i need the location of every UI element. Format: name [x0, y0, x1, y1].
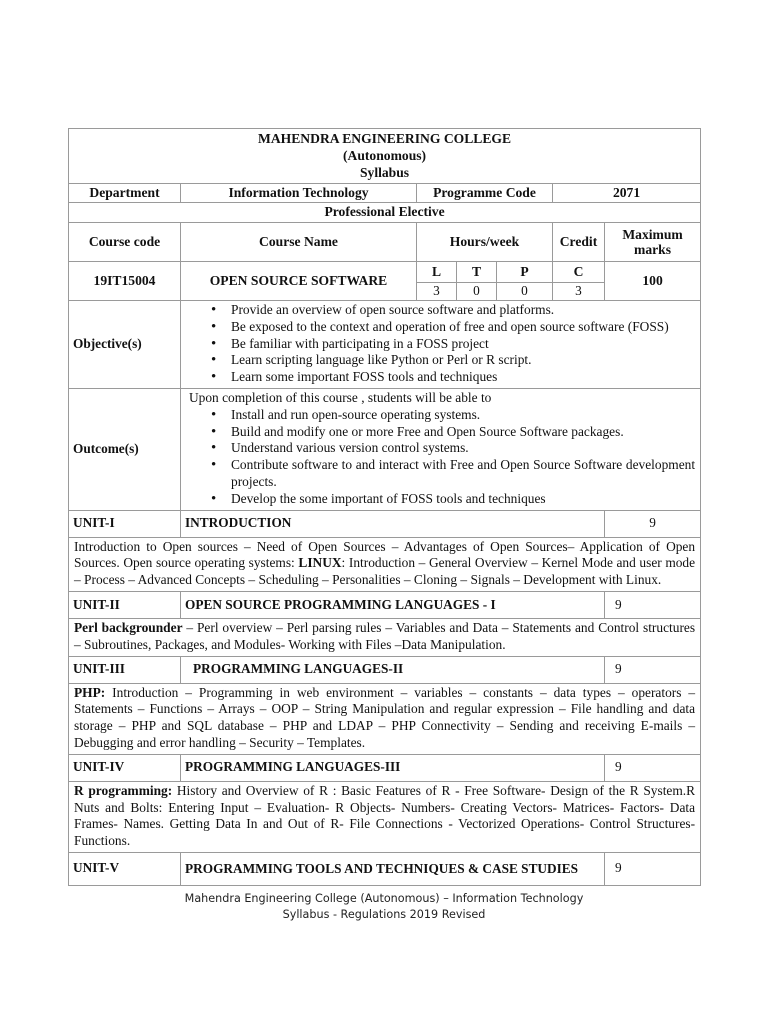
max-marks-value: 100	[605, 261, 701, 300]
footer-line-1: Mahendra Engineering College (Autonomous) – Information Technology	[184, 892, 584, 905]
unit-4-hours: 9	[605, 754, 701, 781]
outcomes-list	[189, 407, 695, 508]
department-label: Department	[69, 183, 181, 203]
unit-3-id: UNIT-III	[69, 656, 181, 683]
unit-1-text-bold: LINUX	[298, 555, 342, 571]
unit-3-content	[69, 683, 701, 754]
unit-4-text: History and Overview of R : Basic Features of R - Free Software- Design of the R System.R Nuts and Bolts: Entering Input – Evaluation- R Objects- Numbers- Creating Vectors- Matrices- Factors- Data Frames- Names. Getting Data In and Out of R- File Connections - Vectorized Operations- Control Structures- Functions.	[74, 782, 696, 849]
unit-2-lead: Perl backgrounder	[74, 619, 183, 635]
T-value: 0	[457, 282, 497, 300]
unit-4-title: PROGRAMMING LANGUAGES-III	[181, 754, 605, 781]
L-value: 3	[417, 282, 457, 300]
course-name-label: Course Name	[181, 222, 417, 261]
credit-label: Credit	[553, 222, 605, 261]
T-label: T	[457, 261, 497, 282]
course-code-value: 19IT15004	[69, 261, 181, 300]
hours-label: Hours/week	[417, 222, 553, 261]
unit-1-text-a: Introduction to Open sources – Need of Open Sources – Advantages of Open Sources– Application of Open Sources. Open source operating systems:	[74, 538, 696, 571]
unit-3-lead: PHP:	[74, 684, 106, 700]
P-label: P	[497, 261, 553, 282]
course-name-value: OPEN SOURCE SOFTWARE	[181, 261, 417, 300]
unit-1-hours: 9	[605, 510, 701, 537]
objective-item: • Be exposed to the context and operation of free and open source software (FOSS)	[231, 319, 695, 336]
outcomes-label: Outcome(s)	[69, 388, 181, 510]
unit-2-id: UNIT-II	[69, 591, 181, 618]
C-label: C	[553, 261, 605, 282]
unit-5-id: UNIT-V	[69, 852, 181, 885]
outcome-item: • Install and run open-source operating systems.	[231, 407, 695, 424]
C-value: 3	[553, 282, 605, 300]
outcome-item: • Contribute software to and interact with Free and Open Source Software development projects.	[231, 457, 695, 491]
objective-item: • Learn scripting language like Python or Perl or R script.	[231, 352, 695, 369]
syllabus-label: Syllabus	[69, 164, 701, 183]
outcome-item: • Develop the some important of FOSS tools and techniques	[231, 491, 695, 508]
unit-2-text: – Perl overview – Perl parsing rules – Variables and Data – Statements and Control structures – Subroutines, Packages, and Modules- Working with Files –Data Manipulation.	[74, 619, 696, 652]
course-code-label: Course code	[69, 222, 181, 261]
objective-item: • Provide an overview of open source software and platforms.	[231, 302, 695, 319]
page-footer	[0, 891, 768, 923]
autonomous-label: (Autonomous)	[69, 148, 701, 165]
L-label: L	[417, 261, 457, 282]
objective-item: • Learn some important FOSS tools and techniques	[231, 369, 695, 386]
syllabus-table	[68, 128, 701, 886]
category-label: Professional Elective	[69, 203, 701, 223]
unit-5-hours: 9	[605, 852, 701, 885]
outcomes-cell	[181, 388, 701, 510]
unit-4-id: UNIT-IV	[69, 754, 181, 781]
outcome-item: • Understand various version control systems.	[231, 440, 695, 457]
unit-2-hours: 9	[605, 591, 701, 618]
objective-item: • Be familiar with participating in a FOSS project	[231, 336, 695, 353]
objectives-cell	[181, 300, 701, 388]
department-value: Information Technology	[181, 183, 417, 203]
unit-2-content	[69, 618, 701, 656]
objectives-list	[189, 302, 695, 386]
unit-3-text: Introduction – Programming in web environment – variables – constants – data types – operators – Statements – Functions – Arrays – OOP – String Manipulation and regular expression – File handling and data storage – PHP and SQL database – PHP and LDAP – PHP Connectivity – Sending and receiving E-mails – Debugging and error handling – Security – Templates.	[74, 684, 696, 750]
max-marks-label: Maximum marks	[605, 222, 701, 261]
unit-3-hours: 9	[605, 656, 701, 683]
unit-2-title: OPEN SOURCE PROGRAMMING LANGUAGES - I	[181, 591, 605, 618]
college-name: MAHENDRA ENGINEERING COLLEGE	[69, 129, 701, 148]
unit-4-lead: R programming:	[74, 782, 173, 798]
programme-code-label: Programme Code	[417, 183, 553, 203]
unit-1-id: UNIT-I	[69, 510, 181, 537]
unit-1-title: INTRODUCTION	[181, 510, 605, 537]
unit-3-title: PROGRAMMING LANGUAGES-II	[181, 656, 605, 683]
unit-1-text-b: : Introduction – General Overview – Kernel Mode and user mode – Process – Advanced Concepts – Scheduling – Personalities – Cloning – Signals – Development with Linux.	[74, 555, 696, 588]
syllabus-sheet	[68, 128, 700, 886]
P-value: 0	[497, 282, 553, 300]
programme-code-value: 2071	[553, 183, 701, 203]
footer-line-2: Syllabus - Regulations 2019 Revised	[282, 908, 486, 921]
outcome-item: • Build and modify one or more Free and Open Source Software packages.	[231, 424, 695, 441]
unit-1-content	[69, 537, 701, 591]
objectives-label: Objective(s)	[69, 300, 181, 388]
outcomes-intro: Upon completion of this course , students will be able to	[189, 389, 492, 405]
unit-4-content	[69, 781, 701, 852]
unit-5-title: PROGRAMMING TOOLS AND TECHNIQUES & CASE STUDIES	[181, 852, 605, 885]
